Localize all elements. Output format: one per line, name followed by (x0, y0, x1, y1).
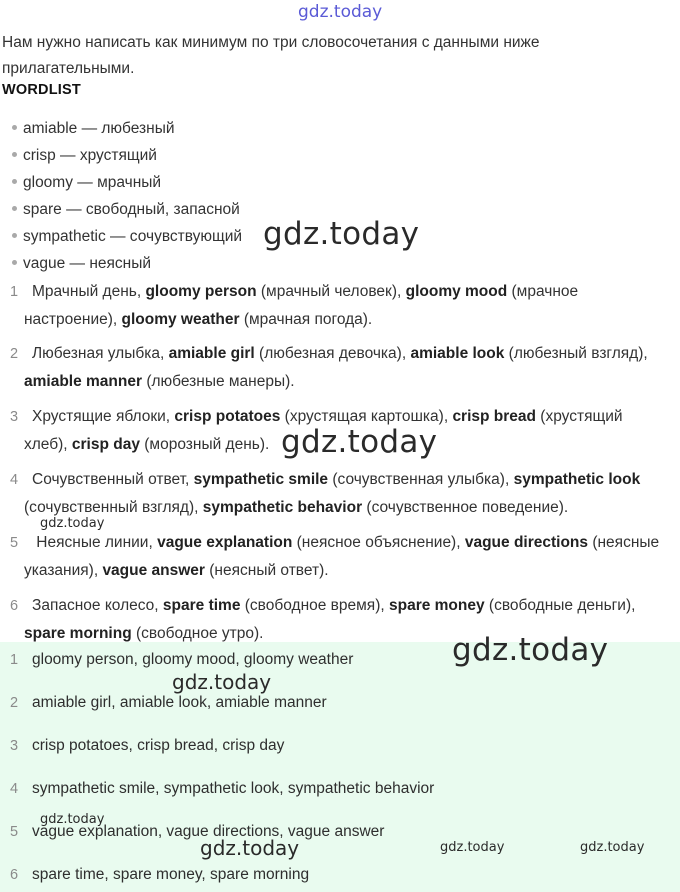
watermark: gdz.today (281, 424, 438, 460)
watermark: gdz.today (172, 670, 272, 694)
summary-panel (0, 642, 680, 892)
watermark: gdz.today (40, 516, 105, 531)
wordlist-item: crisp — хрустящий (12, 147, 157, 165)
watermark-top: gdz.today (298, 2, 383, 22)
wordlist-item: vague — неясный (12, 255, 151, 273)
watermark: gdz.today (440, 840, 505, 855)
answer-item-6: 6 Запасное колесо, spare time (свободное время), spare money (свободные деньги), spare morning (свободное утро). (10, 597, 636, 642)
intro-line-1: Нам нужно написать как минимум по три словосочетания с данными ниже (2, 34, 540, 51)
summary-item-6: 6 spare time, spare money, spare morning (10, 866, 310, 883)
intro-line-2: прилагательными. (2, 60, 135, 77)
wordlist-title: WORDLIST (2, 82, 81, 98)
wordlist-item: gloomy — мрачный (12, 174, 161, 192)
summary-item-4: 4 sympathetic smile, sympathetic look, sympathetic behavior (10, 780, 435, 797)
answer-item-5: 5 Неясные линии, vague explanation (неясное объяснение), vague directions (неясные указания), vague answer (неясный ответ). (10, 534, 660, 579)
summary-item-5: 5 vague explanation, vague directions, vague answer (10, 823, 385, 840)
summary-item-1: 1 gloomy person, gloomy mood, gloomy weather (10, 651, 354, 668)
watermark: gdz.today (452, 632, 609, 668)
bullet-icon (12, 206, 17, 211)
summary-item-3: 3 crisp potatoes, crisp bread, crisp day (10, 737, 285, 754)
wordlist-item: sympathetic — сочувствующий (12, 228, 242, 246)
bullet-icon (12, 125, 17, 130)
answer-item-3: 3 Хрустящие яблоки, crisp potatoes (хрустящая картошка), crisp bread (хрустящий хлеб), crisp day (морозный день). (10, 408, 623, 453)
watermark: gdz.today (40, 812, 105, 827)
answer-item-2: 2 Любезная улыбка, amiable girl (любезная девочка), amiable look (любезный взгляд), amiable manner (любезные манеры). (10, 345, 648, 390)
answer-item-1: 1 Мрачный день, gloomy person (мрачный человек), gloomy mood (мрачное настроение), gloomy weather (мрачная погода). (10, 283, 579, 328)
watermark: gdz.today (263, 216, 420, 252)
bullet-icon (12, 260, 17, 265)
bullet-icon (12, 179, 17, 184)
watermark: gdz.today (580, 840, 645, 855)
answer-item-4: 4 Сочувственный ответ, sympathetic smile (сочувственная улыбка), sympathetic look (сочувственный взгляд), sympathetic behavior (сочувственное поведение). (10, 471, 641, 516)
wordlist-item: amiable — любезный (12, 120, 175, 138)
summary-item-2: 2 amiable girl, amiable look, amiable manner (10, 694, 327, 711)
wordlist-item: spare — свободный, запасной (12, 201, 240, 219)
bullet-icon (12, 152, 17, 157)
watermark: gdz.today (200, 836, 300, 860)
bullet-icon (12, 233, 17, 238)
intro-text (2, 30, 662, 82)
